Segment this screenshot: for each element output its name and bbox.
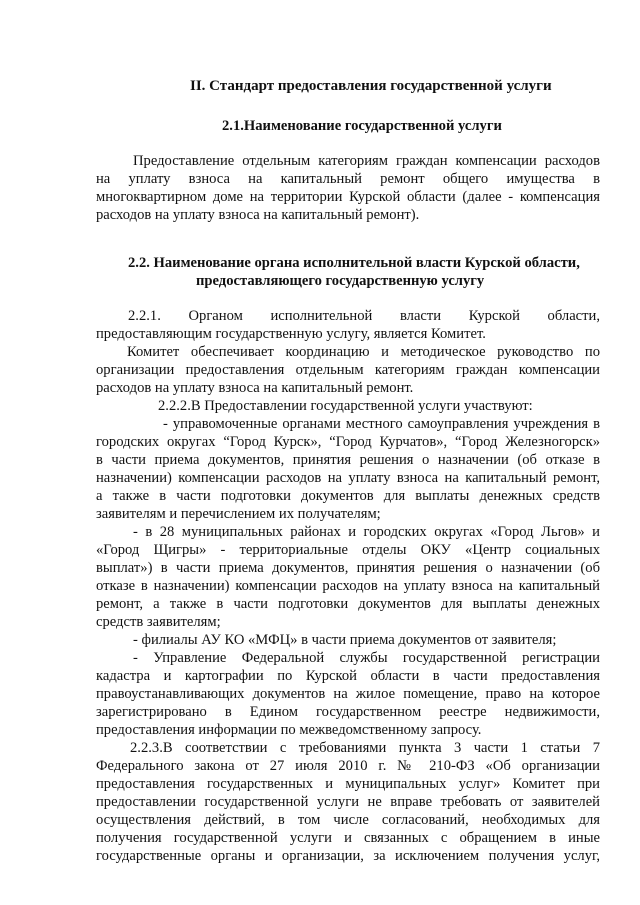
paragraph-line: многоквартирном доме на территории Курской области (далее - компенсация: [96, 189, 600, 205]
paragraph-line: предоставления информации по межведомственному запросу.: [96, 722, 482, 738]
subsection-title: 2.2. Наименование органа исполнительной власти Курской области,: [128, 255, 580, 271]
paragraph-line: ремонт, а также в части подготовки документов для выплаты денежных: [96, 596, 600, 612]
paragraph-line: расходов на уплату взноса на капитальный ремонт).: [96, 207, 420, 223]
paragraph-line: осуществления действий, в том числе согласований, необходимых для: [96, 812, 600, 828]
paragraph-line: расходов на уплату взноса на капитальный ремонт.: [96, 380, 414, 396]
paragraph-line: 2.2.1. Органом исполнительной власти Курской области,: [128, 308, 600, 324]
paragraph-line: городских округах “Город Курск», “Город Курчатов», “Город Железногорск»: [96, 434, 600, 450]
paragraph-line: получения государственной услуги и связанных с обращением в иные: [96, 830, 600, 846]
paragraph-line: 2.2.2.В Предоставлении государственной услуги участвуют:: [158, 398, 533, 414]
paragraph-line: правоустанавливающих документов на жилое помещение, право на которое: [96, 686, 600, 702]
paragraph-line: Федерального закона от 27 июля 2010 г. № 210-ФЗ «Об организации: [96, 758, 600, 774]
paragraph-line: заявителям и перечислением их получателям;: [96, 506, 381, 522]
paragraph-line: назначении) компенсации расходов на уплату взноса на капитальный ремонт,: [96, 470, 600, 486]
paragraph-line: средств заявителям;: [96, 614, 221, 630]
paragraph-line: Предоставление отдельным категориям граждан компенсации расходов: [133, 153, 600, 169]
subsection-title-continued: предоставляющего государственную услугу: [196, 273, 485, 289]
paragraph-line: «Город Щигры» - территориальные отделы ОКУ «Центр социальных: [96, 542, 600, 558]
paragraph-line: 2.2.3.В соответствии с требованиями пункта 3 части 1 статьи 7: [130, 740, 600, 756]
section-title: II. Стандарт предоставления государственной услуги: [190, 78, 552, 94]
paragraph-line: отказе в назначении) компенсации расходов на уплату взноса на капитальный: [96, 578, 600, 594]
paragraph-line: предоставления государственных и муниципальных услуг» Комитет при: [96, 776, 600, 792]
paragraph-line: кадастра и картографии по Курской области в части предоставления: [96, 668, 600, 684]
paragraph-line: - филиалы АУ КО «МФЦ» в части приема документов от заявителя;: [133, 632, 557, 648]
paragraph-line: зарегистрировано в Едином государственном реестре недвижимости,: [96, 704, 600, 720]
paragraph-line: а также в части подготовки документов для выплаты денежных средств: [96, 488, 600, 504]
paragraph-line: - Управление Федеральной службы государственной регистрации: [133, 650, 600, 666]
paragraph-line: на уплату взноса на капитальный ремонт общего имущества в: [96, 171, 600, 187]
paragraph-line: Комитет обеспечивает координацию и методическое руководство по: [127, 344, 600, 360]
paragraph-line: - в 28 муниципальных районах и городских округах «Город Льгов» и: [133, 524, 600, 540]
paragraph-line: предоставлении государственной услуги не вправе требовать от заявителей: [96, 794, 600, 810]
paragraph-line: государственные органы и организации, за исключением получения услуг,: [96, 848, 600, 864]
subsection-title: 2.1.Наименование государственной услуги: [222, 118, 502, 134]
paragraph-line: - управомоченные органами местного самоуправления учреждения в: [163, 416, 600, 432]
paragraph-line: предоставляющим государственную услугу, является Комитет.: [96, 326, 486, 342]
paragraph-line: в части приема документов, принятия решения о назначении (об отказе в: [96, 452, 600, 468]
paragraph-line: выплат») в части приема документов, принятия решения о назначении (об: [96, 560, 600, 576]
paragraph-line: организации предоставления отдельным категориям граждан компенсации: [96, 362, 600, 378]
